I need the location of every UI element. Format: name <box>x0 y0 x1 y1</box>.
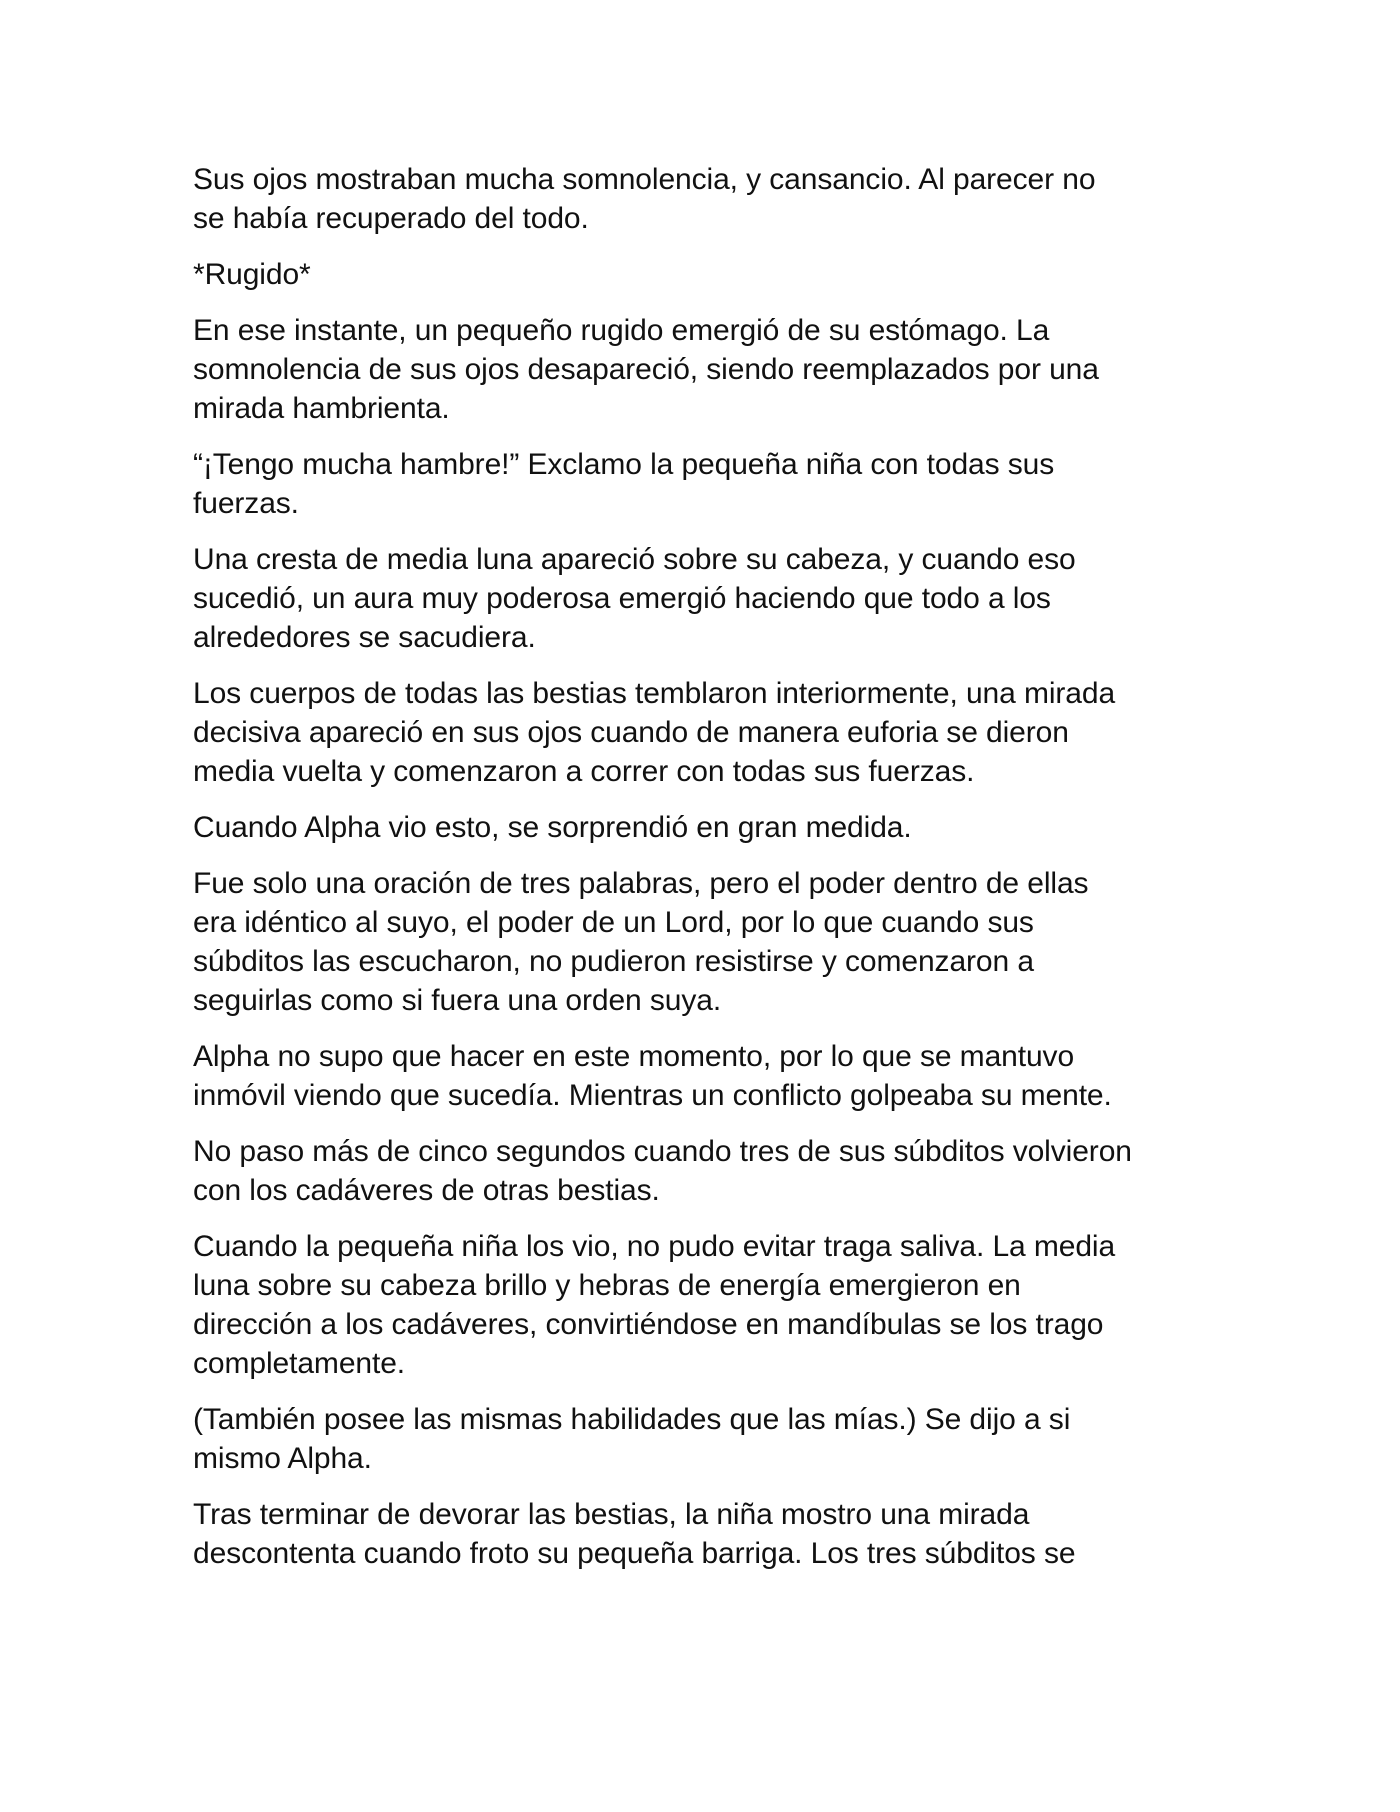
document-body <box>193 160 1213 1590</box>
paragraph: Fue solo una oración de tres palabras, pero el poder dentro de ellas era idéntico al suyo, el poder de un Lord, por lo que cuando sus súbditos las escucharon, no pudieron resistirse y comenzaron a seguirlas como si fuera una orden suya. <box>193 867 1089 1017</box>
paragraph: Sus ojos mostraban mucha somnolencia, y cansancio. Al parecer no se había recuperado del todo. <box>193 163 1096 235</box>
paragraph: Una cresta de media luna apareció sobre su cabeza, y cuando eso sucedió, un aura muy poderosa emergió haciendo que todo a los alrededores se sacudiera. <box>193 543 1076 654</box>
paragraph: Cuando Alpha vio esto, se sorprendió en gran medida. <box>193 811 912 844</box>
paragraph: (También posee las mismas habilidades que las mías.) Se dijo a si mismo Alpha. <box>193 1403 1071 1475</box>
paragraph: *Rugido* <box>193 258 311 291</box>
paragraph: Cuando la pequeña niña los vio, no pudo evitar traga saliva. La media luna sobre su cabeza brillo y hebras de energía emergieron en dirección a los cadáveres, convirtiéndose en mandíbulas se los trago completamente. <box>193 1230 1116 1380</box>
paragraph: No paso más de cinco segundos cuando tres de sus súbditos volvieron con los cadáveres de otras bestias. <box>193 1135 1132 1207</box>
paragraph: Alpha no supo que hacer en este momento, por lo que se mantuvo inmóvil viendo que sucedía. Mientras un conflicto golpeaba su mente. <box>193 1040 1112 1112</box>
paragraph: Los cuerpos de todas las bestias temblaron interiormente, una mirada decisiva apareció en sus ojos cuando de manera euforia se dieron media vuelta y comenzaron a correr con todas sus fuerzas. <box>193 677 1116 788</box>
paragraph: “¡Tengo mucha hambre!” Exclamo la pequeña niña con todas sus fuerzas. <box>193 448 1055 520</box>
paragraph: Tras terminar de devorar las bestias, la niña mostro una mirada descontenta cuando froto su pequeña barriga. Los tres súbditos se <box>193 1498 1076 1570</box>
paragraph: En ese instante, un pequeño rugido emergió de su estómago. La somnolencia de sus ojos desapareció, siendo reemplazados por una mirada hambrienta. <box>193 314 1099 425</box>
